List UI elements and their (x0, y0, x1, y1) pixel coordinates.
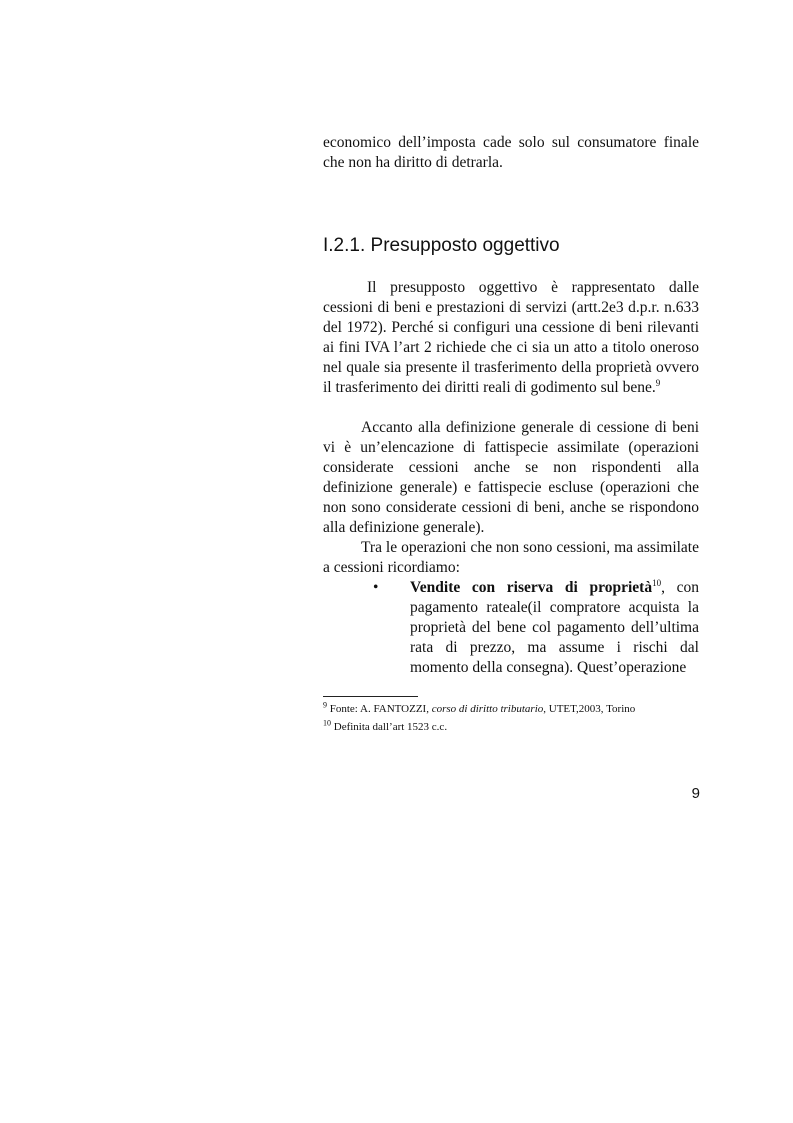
footnote-9-number: 9 (323, 700, 327, 710)
footnote-divider (323, 696, 418, 697)
footnote-9-after: , UTET,2003, Torino (543, 703, 636, 715)
bullet-icon: • (373, 579, 379, 596)
bullet-item-text: , con pagamento rateale(il compratore acquista la proprietà del bene col pagamento dell’ultima rata di prezzo, ma assume i rischi dal momento della consegna). Quest’operazione (410, 579, 699, 676)
footnote-9-title: corso di diritto tributario (431, 703, 544, 715)
paragraph-accanto: Accanto alla definizione generale di cessione di beni vi è un’elencazione di fattispecie assimilate (operazioni considerate cessioni anche se non rispondenti alla definizione generale) e fattispecie escluse (operazioni che non sono considerate cessioni di beni, anche se rispondono alla definizione generale). (323, 419, 699, 536)
footnote-ref-9[interactable]: 9 (655, 377, 661, 388)
footnote-9-before: Fonte: A. FANTOZZI, (329, 703, 432, 715)
footnote-10-number: 10 (323, 718, 331, 728)
footnote-10-text: Definita dall’art 1523 c.c. (333, 721, 448, 733)
section-heading: I.2.1. Presupposto oggettivo (323, 235, 560, 256)
paragraph-intro: economico dell’imposta cade solo sul consumatore finale che non ha diritto di detrarla. (323, 134, 699, 171)
bullet-item-vendite (410, 578, 699, 678)
page-number: 9 (691, 785, 700, 802)
paragraph-presupposto (323, 278, 699, 398)
bullet-bold-term: Vendite con riserva di proprietà (410, 579, 653, 596)
paragraph-tra: Tra le operazioni che non sono cessioni, ma assimilate a cessioni ricordiamo: (323, 539, 699, 576)
footnote-10 (323, 720, 703, 734)
footnote-ref-10[interactable]: 10 (652, 577, 662, 588)
paragraph-presupposto-text: Il presupposto oggettivo è rappresentato dalle cessioni di beni e prestazioni di servizi (artt.2e3 d.p.r. n.633 del 1972). Perché si configuri una cessione di beni rilevanti ai fini IVA l’art 2 richiede che ci sia un atto a titolo oneroso nel quale sia presente il trasferimento della proprietà ovvero il trasferimento dei diritti reali di godimento sul bene. (323, 279, 699, 396)
footnote-9 (323, 702, 703, 716)
